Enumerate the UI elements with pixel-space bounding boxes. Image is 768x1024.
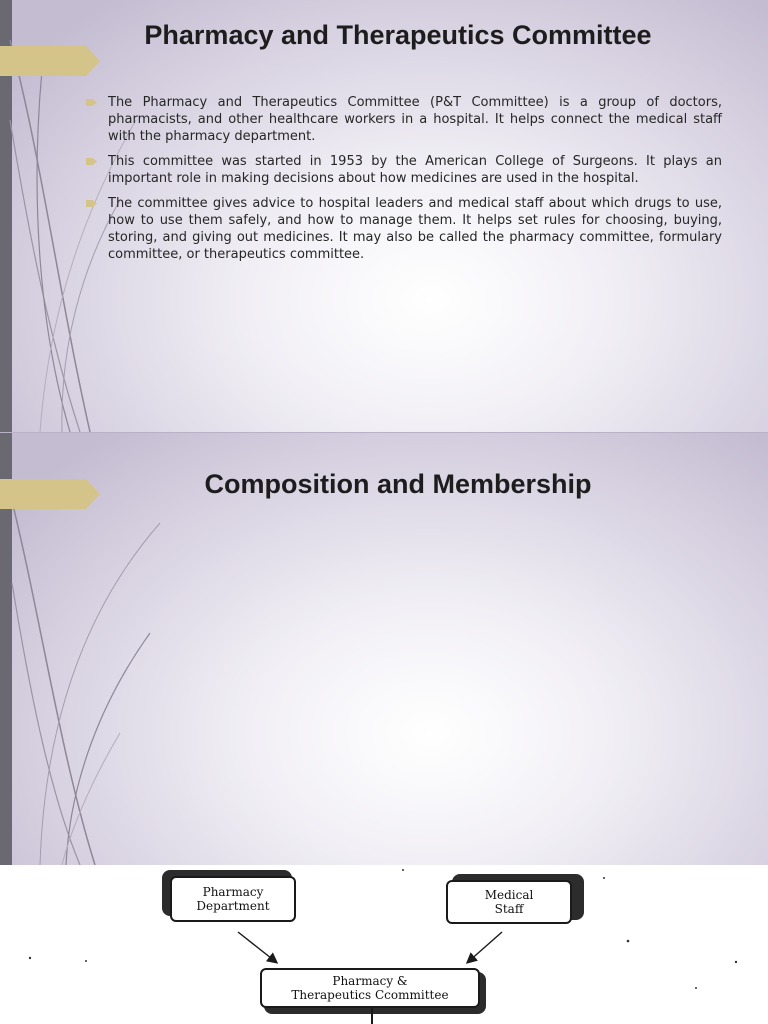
page-title: Pharmacy and Therapeutics Committee bbox=[144, 20, 652, 50]
list-item bbox=[86, 195, 722, 263]
box-label-line: Medical bbox=[484, 888, 534, 902]
bullet-list bbox=[86, 94, 722, 271]
arrow-from-pharmacy bbox=[238, 932, 276, 962]
list-item bbox=[86, 94, 722, 145]
slide-composition bbox=[0, 433, 768, 865]
section-title: Composition and Membership bbox=[204, 469, 592, 499]
arrow-bullet-icon bbox=[86, 99, 97, 106]
list-item bbox=[86, 153, 722, 187]
bullet-text: This committee was started in 1953 by the American College of Surgeons. It plays an important role in making decisions about how medicines are used in the hospital. bbox=[108, 154, 722, 186]
box-label-line: Therapeutics Ccommittee bbox=[291, 988, 449, 1002]
box-label-line: Staff bbox=[494, 902, 524, 916]
arrow-bullet-icon bbox=[86, 200, 97, 207]
org-diagram bbox=[0, 866, 768, 1024]
arrow-bullet-icon bbox=[86, 158, 97, 165]
diagram-arrows bbox=[0, 866, 768, 1024]
arrow-from-medical-staff bbox=[468, 932, 502, 962]
bullet-text: The Pharmacy and Therapeutics Committee (P&T Committee) is a group of doctors, pharmacists, and other healthcare workers in a hospital. It helps connect the medical staff with the pharmacy department. bbox=[108, 95, 722, 144]
box-label-line: Department bbox=[196, 899, 270, 913]
box-label-line: Pharmacy bbox=[202, 885, 264, 899]
bullet-text: The committee gives advice to hospital leaders and medical staff about which drugs to use, how to use them safely, and how to manage them. It helps set rules for choosing, buying, storing, and giving out medicines. It may also be called the pharmacy committee, formulary committee, or therapeutics committee. bbox=[108, 196, 722, 262]
slide-pharmacy-committee bbox=[0, 0, 768, 432]
box-label-line: Pharmacy & bbox=[332, 974, 408, 988]
